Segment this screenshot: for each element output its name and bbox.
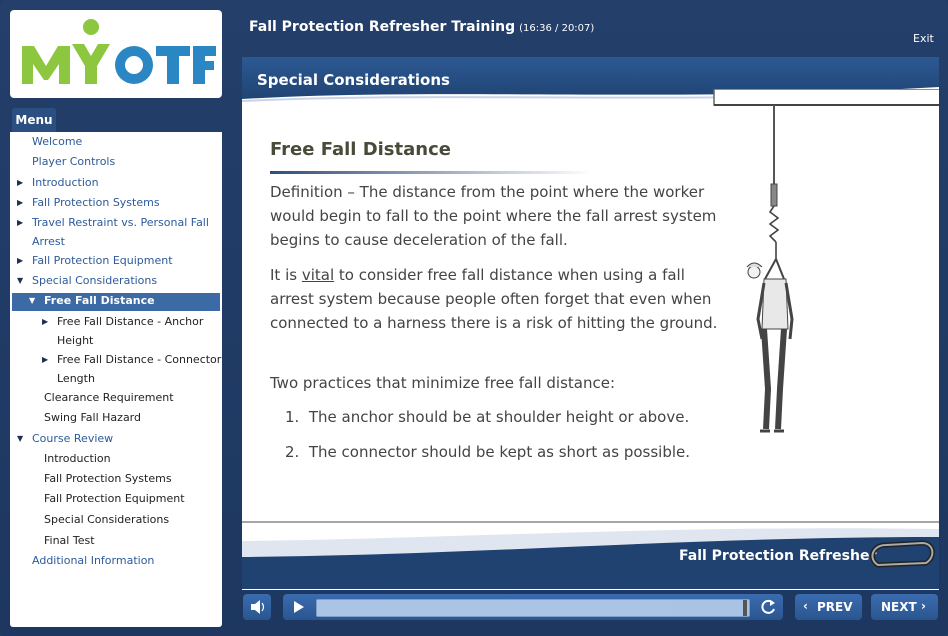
- menu-item[interactable]: [44, 391, 174, 404]
- menu-panel: [10, 132, 222, 627]
- menu-item[interactable]: [44, 411, 141, 424]
- exit-button[interactable]: Exit: [913, 32, 934, 45]
- caret-right-icon[interactable]: ▶: [17, 256, 24, 265]
- list-number: 1.: [285, 408, 300, 426]
- menu-item-label: Player Controls: [32, 155, 116, 168]
- slide: [242, 57, 939, 590]
- vital-paragraph: [270, 263, 720, 335]
- menu-item[interactable]: [44, 472, 172, 485]
- menu-item-label: Introduction: [44, 452, 111, 465]
- menu-item[interactable]: [17, 432, 114, 445]
- practices-intro: Two practices that minimize free fall distance:: [270, 374, 615, 392]
- list-item: [285, 443, 690, 461]
- next-label: NEXT: [881, 600, 917, 614]
- menu-item-label: Final Test: [44, 534, 95, 547]
- definition-text: Definition – The distance from the point where the worker would begin to fall to the point where the fall arrest system begins to cause deceleration of the fall.: [270, 183, 717, 249]
- menu-item-label: Clearance Requirement: [44, 391, 174, 404]
- caret-down-icon[interactable]: ▼: [17, 276, 24, 285]
- progress-bar[interactable]: [316, 599, 750, 617]
- caret-down-icon[interactable]: ▼: [29, 296, 36, 305]
- menu-item[interactable]: [42, 353, 222, 366]
- menu-item[interactable]: [32, 135, 82, 148]
- speaker-icon: [243, 594, 271, 620]
- menu-item[interactable]: [17, 274, 158, 287]
- menu-item[interactable]: [32, 155, 115, 168]
- menu-item-label: Fall Protection Equipment: [32, 254, 173, 267]
- course-time: (16:36 / 20:07): [519, 23, 595, 34]
- next-button[interactable]: [871, 594, 938, 620]
- caret-right-icon[interactable]: ▶: [42, 355, 49, 364]
- menu-item[interactable]: [44, 534, 95, 547]
- menu-item[interactable]: [17, 216, 209, 229]
- footer-title: Fall Protection Refresher: [679, 548, 877, 564]
- caret-right-icon[interactable]: ▶: [17, 218, 24, 227]
- replay-button[interactable]: [755, 594, 781, 620]
- volume-button[interactable]: [243, 594, 271, 620]
- menu-item[interactable]: [17, 196, 160, 209]
- replay-icon: [755, 594, 781, 620]
- vital-word: vital: [301, 266, 335, 284]
- vital-suffix: to consider free fall distance when using a fall arrest system because people often forget that even when connected to a harness there is a risk of hitting the ground.: [270, 266, 718, 332]
- logo: [10, 10, 222, 98]
- menu-item-label: Arrest: [32, 235, 65, 248]
- heading-underline: [270, 171, 592, 174]
- menu-item[interactable]: [57, 372, 95, 385]
- menu-item-label: Special Considerations: [44, 513, 170, 526]
- play-icon: [285, 594, 311, 620]
- menu-item[interactable]: [17, 254, 173, 267]
- menu-item-label: Fall Protection Systems: [44, 472, 172, 485]
- chevron-right-icon: ›: [921, 599, 926, 613]
- menu-item-label: Free Fall Distance: [44, 294, 155, 307]
- slide-title: Special Considerations: [257, 71, 450, 89]
- menu-item-label: Length: [57, 372, 95, 385]
- prev-button[interactable]: [795, 594, 862, 620]
- play-button[interactable]: [285, 594, 311, 620]
- menu-item-label: Height: [57, 334, 94, 347]
- caret-right-icon[interactable]: ▶: [17, 178, 24, 187]
- menu-item-label: Travel Restraint vs. Personal Fall: [32, 216, 209, 229]
- progress-fill: [317, 600, 673, 616]
- menu-item-label: Fall Protection Equipment: [44, 492, 185, 505]
- menu-item-label: Swing Fall Hazard: [44, 411, 141, 424]
- menu-item[interactable]: [42, 315, 204, 328]
- menu-item[interactable]: [57, 334, 93, 347]
- menu-item-label: Additional Information: [32, 554, 155, 567]
- progress-thumb[interactable]: [743, 600, 747, 616]
- menu-item[interactable]: [44, 513, 169, 526]
- caret-down-icon[interactable]: ▼: [17, 434, 24, 443]
- menu-item-label: Free Fall Distance - Anchor: [57, 315, 204, 328]
- course-title: [249, 19, 594, 35]
- menu-item-label: Welcome: [32, 135, 83, 148]
- menu-tab[interactable]: Menu: [12, 108, 56, 132]
- menu-item[interactable]: [29, 294, 155, 307]
- menu-item-label: Introduction: [32, 176, 99, 189]
- menu-item-label: Free Fall Distance - Connector: [57, 353, 222, 366]
- menu-item-label: Course Review: [32, 432, 114, 445]
- menu-item-label: Special Considerations: [32, 274, 158, 287]
- menu-item[interactable]: [44, 452, 111, 465]
- list-item: [285, 408, 689, 426]
- carabiner-icon: [868, 539, 938, 571]
- logo-graphic: [10, 10, 222, 98]
- prev-label: PREV: [817, 600, 853, 614]
- chevron-left-icon: ‹: [803, 599, 808, 613]
- content-heading: Free Fall Distance: [270, 139, 451, 160]
- list-text: The connector should be kept as short as possible.: [308, 443, 691, 461]
- worker-illustration: [702, 89, 939, 469]
- menu-item[interactable]: [32, 235, 65, 248]
- menu-item[interactable]: [44, 492, 185, 505]
- caret-right-icon[interactable]: ▶: [17, 198, 24, 207]
- menu-item-label: Fall Protection Systems: [32, 196, 160, 209]
- vital-prefix: It is: [270, 266, 302, 284]
- list-number: 2.: [285, 443, 300, 461]
- course-title-text: Fall Protection Refresher Training: [249, 19, 516, 35]
- menu-item[interactable]: [17, 176, 99, 189]
- caret-right-icon[interactable]: ▶: [42, 317, 49, 326]
- menu-item[interactable]: [32, 554, 154, 567]
- list-text: The anchor should be at shoulder height or above.: [308, 408, 690, 426]
